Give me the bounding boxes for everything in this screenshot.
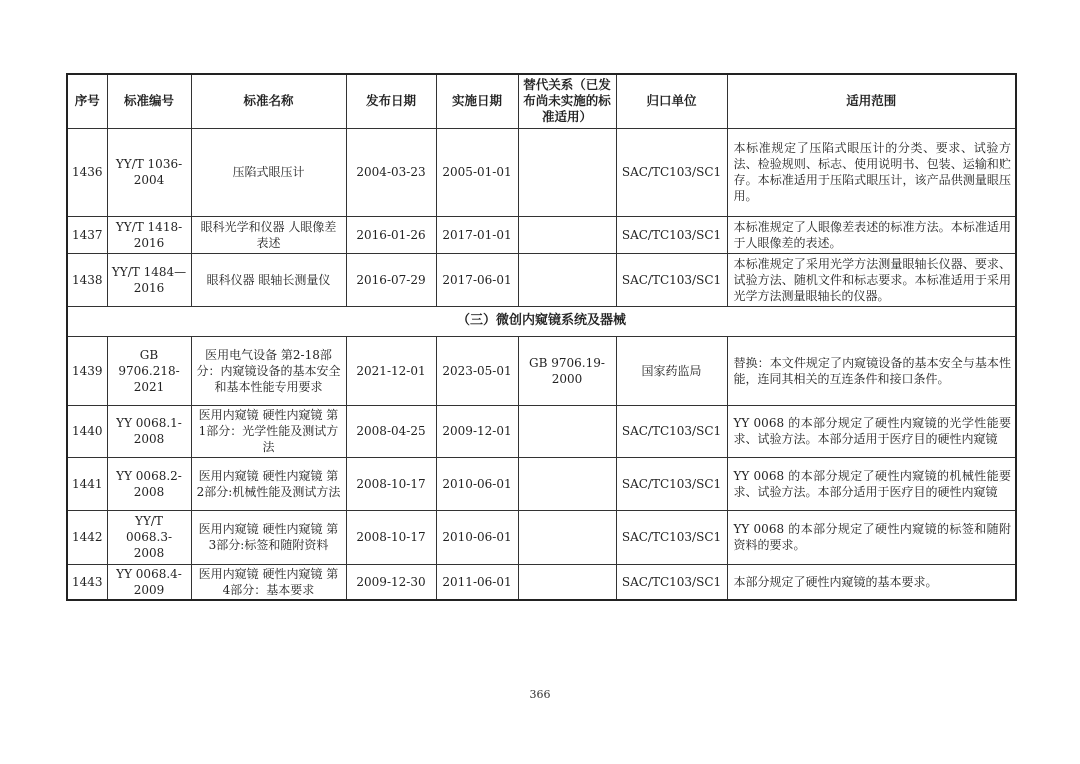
cell-name: 眼科仪器 眼轴长测量仪 bbox=[191, 253, 346, 306]
cell-scope: YY 0068 的本部分规定了硬性内窥镜的机械性能要求、试验方法。本部分适用于医疗目的硬性内窥镜 bbox=[727, 457, 1016, 510]
cell-implement-date: 2017-01-01 bbox=[436, 216, 518, 253]
header-code: 标准编号 bbox=[107, 74, 191, 128]
cell-replacement bbox=[518, 128, 616, 216]
cell-publish-date: 2008-10-17 bbox=[346, 510, 436, 564]
cell-publish-date: 2004-03-23 bbox=[346, 128, 436, 216]
cell-publish-date: 2021-12-01 bbox=[346, 336, 436, 405]
cell-seq: 1437 bbox=[67, 216, 107, 253]
cell-implement-date: 2005-01-01 bbox=[436, 128, 518, 216]
cell-seq: 1441 bbox=[67, 457, 107, 510]
cell-publish-date: 2008-10-17 bbox=[346, 457, 436, 510]
cell-unit: SAC/TC103/SC1 bbox=[616, 564, 727, 600]
cell-unit: SAC/TC103/SC1 bbox=[616, 128, 727, 216]
cell-scope: 本标准规定了人眼像差表述的标准方法。本标准适用于人眼像差的表述。 bbox=[727, 216, 1016, 253]
section-row bbox=[67, 306, 1016, 336]
page-number: 366 bbox=[529, 688, 551, 701]
cell-scope: 本标准规定了采用光学方法测量眼轴长仪器、要求、试验方法、随机文件和标志要求。本标准适用于采用光学方法测量眼轴长的仪器。 bbox=[727, 253, 1016, 306]
cell-replacement bbox=[518, 253, 616, 306]
cell-publish-date: 2009-12-30 bbox=[346, 564, 436, 600]
cell-unit: SAC/TC103/SC1 bbox=[616, 405, 727, 457]
cell-seq: 1442 bbox=[67, 510, 107, 564]
cell-replacement bbox=[518, 457, 616, 510]
cell-scope: 本部分规定了硬性内窥镜的基本要求。 bbox=[727, 564, 1016, 600]
cell-replacement bbox=[518, 510, 616, 564]
cell-scope: 替换：本文件规定了内窥镜设备的基本安全与基本性能，连同其相关的互连条件和接口条件。 bbox=[727, 336, 1016, 405]
cell-seq: 1440 bbox=[67, 405, 107, 457]
cell-name: 医用内窥镜 硬性内窥镜 第3部分:标签和随附资料 bbox=[191, 510, 346, 564]
cell-name: 医用内窥镜 硬性内窥镜 第4部分：基本要求 bbox=[191, 564, 346, 600]
cell-code: YY 0068.2-2008 bbox=[107, 457, 191, 510]
cell-publish-date: 2016-01-26 bbox=[346, 216, 436, 253]
cell-replacement: GB 9706.19-2000 bbox=[518, 336, 616, 405]
header-implement-date: 实施日期 bbox=[436, 74, 518, 128]
header-seq: 序号 bbox=[67, 74, 107, 128]
header-scope: 适用范围 bbox=[727, 74, 1016, 128]
cell-unit: SAC/TC103/SC1 bbox=[616, 510, 727, 564]
section-title: （三）微创内窥镜系统及器械 bbox=[67, 306, 1016, 336]
cell-unit: 国家药监局 bbox=[616, 336, 727, 405]
cell-unit: SAC/TC103/SC1 bbox=[616, 216, 727, 253]
cell-name: 医用内窥镜 硬性内窥镜 第1部分：光学性能及测试方法 bbox=[191, 405, 346, 457]
table-row bbox=[67, 510, 1016, 564]
cell-code: YY/T 0068.3-2008 bbox=[107, 510, 191, 564]
cell-name: 医用电气设备 第2-18部分：内窥镜设备的基本安全和基本性能专用要求 bbox=[191, 336, 346, 405]
cell-implement-date: 2010-06-01 bbox=[436, 510, 518, 564]
cell-seq: 1443 bbox=[67, 564, 107, 600]
cell-name: 医用内窥镜 硬性内窥镜 第2部分:机械性能及测试方法 bbox=[191, 457, 346, 510]
cell-code: YY/T 1418-2016 bbox=[107, 216, 191, 253]
table-row bbox=[67, 405, 1016, 457]
header-row bbox=[67, 74, 1016, 128]
cell-replacement bbox=[518, 216, 616, 253]
cell-unit: SAC/TC103/SC1 bbox=[616, 253, 727, 306]
header-unit: 归口单位 bbox=[616, 74, 727, 128]
cell-code: YY/T 1484—2016 bbox=[107, 253, 191, 306]
cell-name: 眼科光学和仪器 人眼像差表述 bbox=[191, 216, 346, 253]
table-row bbox=[67, 216, 1016, 253]
cell-code: GB 9706.218-2021 bbox=[107, 336, 191, 405]
cell-seq: 1439 bbox=[67, 336, 107, 405]
header-publish-date: 发布日期 bbox=[346, 74, 436, 128]
cell-implement-date: 2017-06-01 bbox=[436, 253, 518, 306]
cell-scope: 本标准规定了压陷式眼压计的分类、要求、试验方法、检验规则、标志、使用说明书、包装、运输和贮存。本标准适用于压陷式眼压计，该产品供测量眼压用。 bbox=[727, 128, 1016, 216]
header-name: 标准名称 bbox=[191, 74, 346, 128]
cell-code: YY 0068.4-2009 bbox=[107, 564, 191, 600]
cell-code: YY 0068.1-2008 bbox=[107, 405, 191, 457]
cell-code: YY/T 1036-2004 bbox=[107, 128, 191, 216]
cell-replacement bbox=[518, 564, 616, 600]
cell-publish-date: 2016-07-29 bbox=[346, 253, 436, 306]
table-row bbox=[67, 336, 1016, 405]
table-row bbox=[67, 128, 1016, 216]
cell-implement-date: 2023-05-01 bbox=[436, 336, 518, 405]
cell-scope: YY 0068 的本部分规定了硬性内窥镜的光学性能要求、试验方法。本部分适用于医疗目的硬性内窥镜 bbox=[727, 405, 1016, 457]
cell-seq: 1436 bbox=[67, 128, 107, 216]
cell-seq: 1438 bbox=[67, 253, 107, 306]
table-row bbox=[67, 253, 1016, 306]
cell-unit: SAC/TC103/SC1 bbox=[616, 457, 727, 510]
cell-scope: YY 0068 的本部分规定了硬性内窥镜的标签和随附资料的要求。 bbox=[727, 510, 1016, 564]
cell-name: 压陷式眼压计 bbox=[191, 128, 346, 216]
cell-replacement bbox=[518, 405, 616, 457]
cell-implement-date: 2009-12-01 bbox=[436, 405, 518, 457]
cell-implement-date: 2011-06-01 bbox=[436, 564, 518, 600]
cell-publish-date: 2008-04-25 bbox=[346, 405, 436, 457]
table-row bbox=[67, 457, 1016, 510]
standards-table bbox=[66, 73, 1017, 601]
header-replacement: 替代关系（已发布尚未实施的标准适用） bbox=[518, 74, 616, 128]
table-row bbox=[67, 564, 1016, 600]
cell-implement-date: 2010-06-01 bbox=[436, 457, 518, 510]
